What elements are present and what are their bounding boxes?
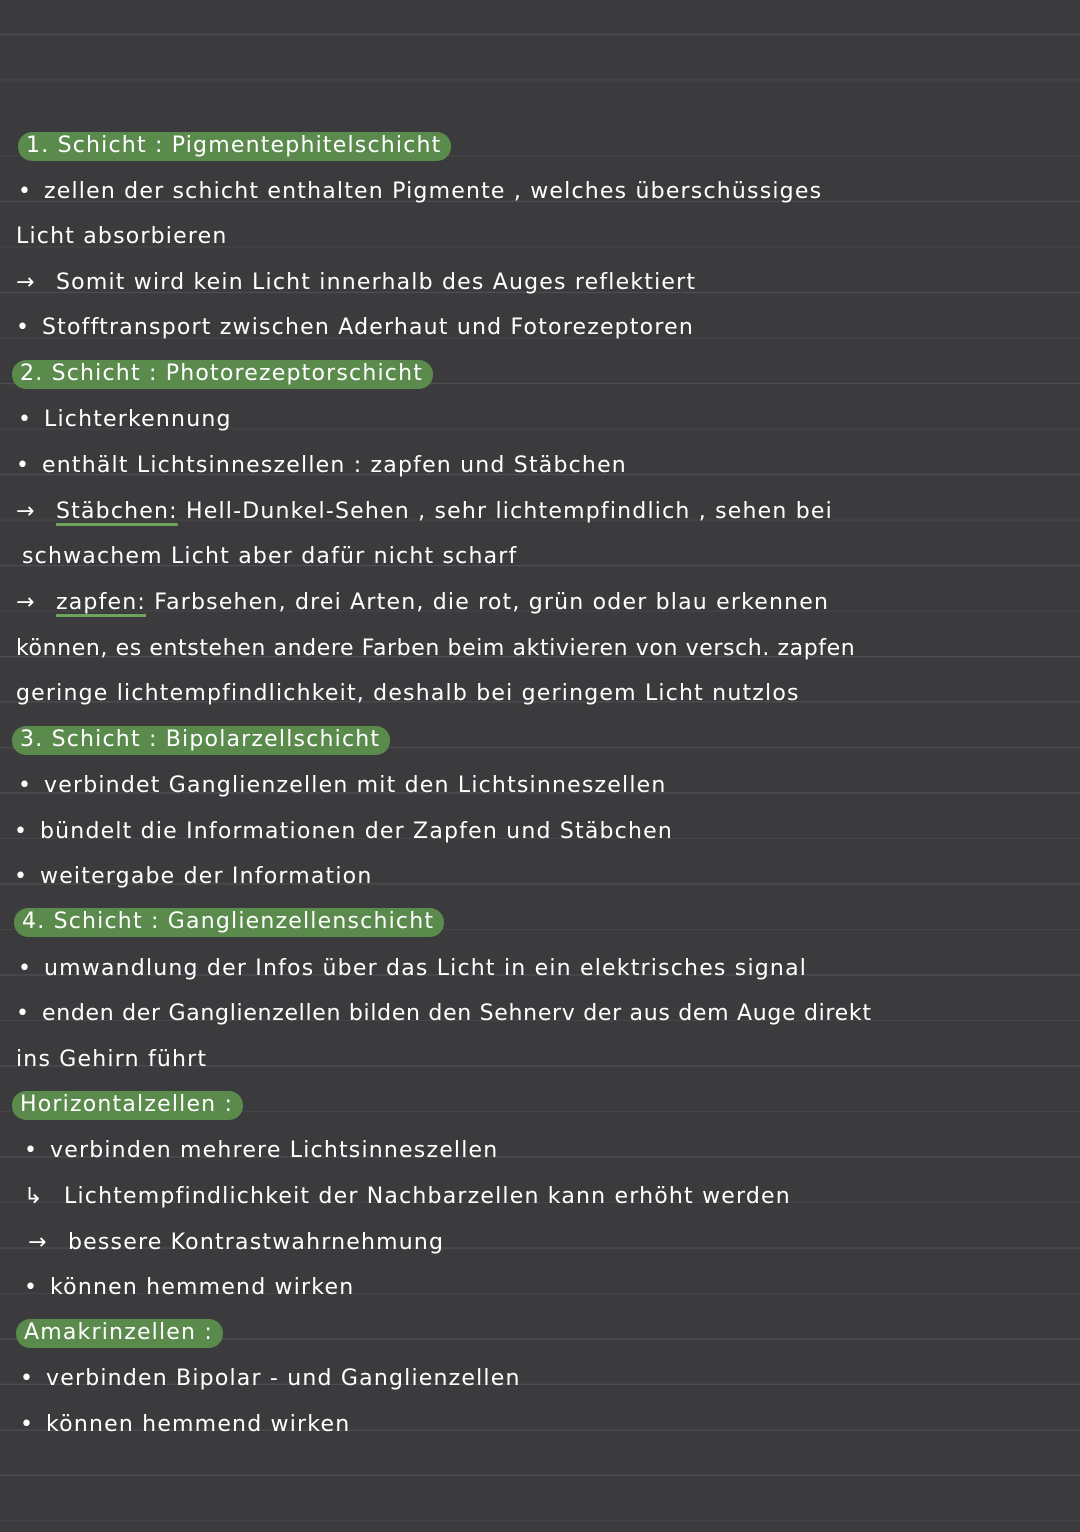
- note-text: schwachem Licht aber dafür nicht scharf: [22, 544, 518, 569]
- arrow-right-icon: →: [16, 499, 36, 524]
- arrow-right-icon: →: [16, 590, 36, 615]
- note-text: können hemmend wirken: [46, 1412, 351, 1437]
- bullet-icon: •: [14, 864, 29, 889]
- bullet-icon: •: [24, 1138, 39, 1163]
- note-text: Lichterkennung: [44, 407, 232, 432]
- note-text: können, es entstehen andere Farben beim aktivieren von versch. zapfen: [16, 636, 856, 661]
- note-text: verbinden mehrere Lichtsinneszellen: [50, 1138, 499, 1163]
- list-item: [24, 1265, 1080, 1311]
- list-item: [16, 991, 1080, 1037]
- list-item: [14, 854, 1080, 900]
- bullet-icon: •: [18, 407, 33, 432]
- bullet-icon: •: [20, 1412, 35, 1437]
- term-label: zapfen:: [56, 590, 147, 615]
- list-item: [16, 1037, 1080, 1083]
- note-text: Somit wird kein Licht innerhalb des Auges reflektiert: [56, 270, 697, 295]
- layer4-heading: 4. Schicht : Ganglienzellenschicht: [14, 908, 444, 937]
- layer3-heading-row: [12, 717, 1080, 763]
- hook-arrow-icon: ↳: [24, 1184, 44, 1209]
- list-item: [14, 809, 1080, 855]
- arrow-right-icon: →: [28, 1230, 48, 1255]
- layer1-heading-row: [18, 123, 1080, 169]
- note-text: weitergabe der Information: [40, 864, 373, 889]
- term-label: Stäbchen:: [56, 499, 178, 524]
- list-item: [16, 580, 1080, 626]
- bullet-icon: •: [18, 956, 33, 981]
- amakrin-heading: Amakrinzellen :: [16, 1319, 223, 1348]
- layer1-heading: 1. Schicht : Pigmentephitelschicht: [18, 132, 451, 161]
- list-item: [20, 1356, 1080, 1402]
- note-text: umwandlung der Infos über das Licht in ein elektrisches signal: [44, 956, 808, 981]
- bullet-icon: •: [18, 179, 33, 204]
- note-text: zellen der schicht enthalten Pigmente , welches überschüssiges: [44, 179, 823, 204]
- layer2-heading: 2. Schicht : Photorezeptorschicht: [12, 360, 433, 389]
- arrow-right-icon: →: [16, 270, 36, 295]
- list-item: [16, 671, 1080, 717]
- horizontal-heading: Horizontalzellen :: [12, 1091, 243, 1120]
- note-text: ins Gehirn führt: [16, 1047, 208, 1072]
- bullet-icon: •: [14, 819, 29, 844]
- list-item: [18, 397, 1080, 443]
- note-text: Stofftransport zwischen Aderhaut und Fotorezeptoren: [42, 315, 694, 340]
- list-item: [16, 489, 1080, 535]
- list-item: [20, 1402, 1080, 1448]
- note-text: geringe lichtempfindlichkeit, deshalb bei geringem Licht nutzlos: [16, 681, 800, 706]
- list-item: [16, 626, 1080, 672]
- amakrin-heading-row: [16, 1310, 1080, 1356]
- list-item: [18, 946, 1080, 992]
- list-item: [18, 169, 1080, 215]
- note-text: Hell-Dunkel-Sehen , sehr lichtempfindlich , sehen bei: [185, 499, 833, 524]
- note-text: verbindet Ganglienzellen mit den Lichtsinneszellen: [44, 773, 667, 798]
- note-text: bessere Kontrastwahrnehmung: [68, 1230, 445, 1255]
- bullet-icon: •: [18, 773, 33, 798]
- note-text: enthält Lichtsinneszellen : zapfen und Stäbchen: [42, 453, 627, 478]
- layer3-heading: 3. Schicht : Bipolarzellschicht: [12, 726, 390, 755]
- layer2-heading-row: [12, 351, 1080, 397]
- horizontal-heading-row: [12, 1082, 1080, 1128]
- note-text: können hemmend wirken: [50, 1275, 355, 1300]
- note-text: Lichtempfindlichkeit der Nachbarzellen kann erhöht werden: [64, 1184, 791, 1209]
- note-text: Farbsehen, drei Arten, die rot, grün oder blau erkennen: [154, 590, 830, 615]
- bullet-icon: •: [16, 315, 31, 340]
- note-text: verbinden Bipolar - und Ganglienzellen: [46, 1366, 521, 1391]
- list-item: [16, 260, 1080, 306]
- note-text: bündelt die Informationen der Zapfen und Stäbchen: [40, 819, 673, 844]
- bullet-icon: •: [20, 1366, 35, 1391]
- list-item: [16, 305, 1080, 351]
- bullet-icon: •: [16, 453, 31, 478]
- note-text: Licht absorbieren: [16, 224, 228, 249]
- list-item: [24, 1128, 1080, 1174]
- list-item: [22, 534, 1080, 580]
- bullet-icon: •: [24, 1275, 39, 1300]
- list-item: [28, 1220, 1080, 1266]
- layer4-heading-row: [14, 899, 1080, 945]
- bullet-icon: •: [16, 1001, 30, 1026]
- list-item: [24, 1174, 1080, 1220]
- note-text: enden der Ganglienzellen bilden den Sehnerv der aus dem Auge direkt: [42, 1001, 872, 1026]
- list-item: [18, 763, 1080, 809]
- list-item: [16, 214, 1080, 260]
- list-item: [16, 443, 1080, 489]
